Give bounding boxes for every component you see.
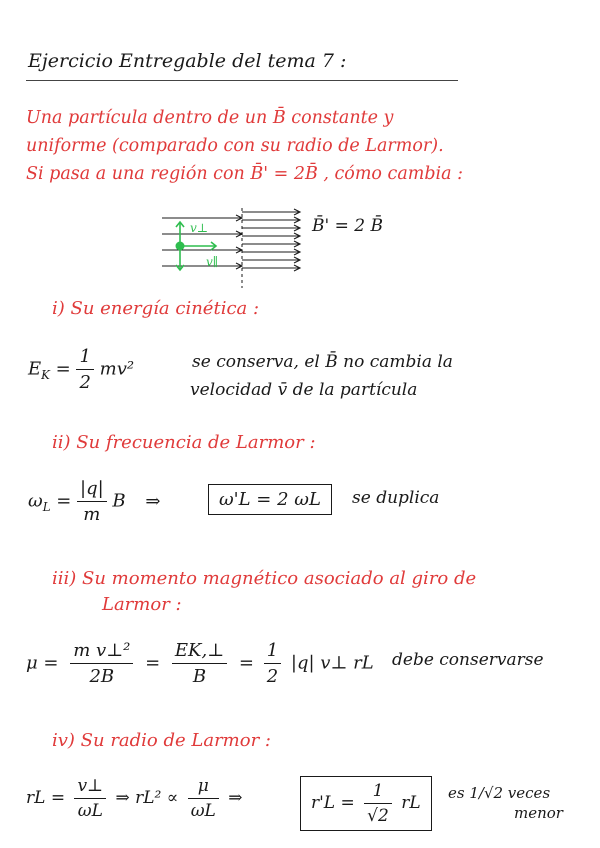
- mu-f1-num: m v⊥²: [70, 640, 133, 664]
- v-par-label: v∥: [206, 255, 219, 269]
- magnetic-moment-formula: [26, 640, 374, 687]
- ek-subscript: K: [41, 368, 50, 383]
- box-lhs: r'L =: [311, 793, 355, 813]
- omega-num: |q|: [77, 478, 107, 502]
- kinetic-energy-formula: [28, 346, 134, 393]
- statement-line-1: Una partícula dentro de un B̄ constante y: [26, 108, 394, 128]
- statement-line-2: uniforme (comparado con su radio de Larmor).: [26, 136, 444, 156]
- section-3-note: debe conservarse: [392, 650, 544, 670]
- rl-f2-den: ωL: [190, 801, 216, 821]
- omega-fraction: [77, 478, 107, 525]
- statement-line-3: Si pasa a una región con B̄' = 2B̄ , cómo cambia :: [26, 164, 464, 184]
- boxed-radius-result: [300, 776, 432, 831]
- mu-fraction-3: [264, 640, 281, 687]
- section-1-heading: i) Su energía cinética :: [52, 298, 260, 319]
- mu-fraction-1: [70, 640, 133, 687]
- mu-equals-2: =: [238, 652, 254, 674]
- rl-fraction-2: [188, 776, 219, 821]
- mu-f1-den: 2B: [89, 666, 115, 687]
- larmor-radius-formula: [26, 776, 243, 821]
- box-den: √2: [367, 806, 389, 826]
- rl-f1-num: v⊥: [74, 776, 106, 799]
- rl-implies-2: ⇒: [228, 788, 243, 808]
- section-1-note-2: velocidad v̄ de la partícula: [190, 380, 418, 400]
- section-2-note: se duplica: [352, 488, 440, 508]
- mu-f3-den: 2: [266, 666, 279, 687]
- title-underline: [26, 80, 458, 81]
- omega-subscript: L: [42, 500, 51, 515]
- implies-arrow: ⇒: [145, 490, 161, 512]
- section-4-note-2: menor: [514, 804, 563, 822]
- rl-f1-den: ωL: [77, 801, 103, 821]
- section-2-heading: ii) Su frecuencia de Larmor :: [52, 432, 316, 453]
- ek-symbol: E: [28, 358, 42, 380]
- ek-rhs: mv²: [99, 358, 135, 380]
- v-perp-label: v⊥: [190, 221, 209, 235]
- field-ratio-label: B̄' = 2 B̄: [312, 216, 383, 236]
- section-4-heading: iv) Su radio de Larmor :: [52, 730, 271, 751]
- section-3-heading-1: iii) Su momento magnético asociado al giro de: [52, 568, 477, 589]
- ek-fraction: [76, 346, 93, 393]
- omega-symbol: ω: [28, 490, 43, 512]
- field-lines-strong: [242, 209, 300, 271]
- mu-fraction-2: [172, 640, 227, 687]
- rl-implies-1: ⇒: [115, 788, 130, 808]
- rl-lhs: rL =: [26, 788, 66, 808]
- omega-rhs: B: [112, 490, 126, 512]
- mu-f2-num: EK,⊥: [172, 640, 227, 664]
- mu-f2-den: B: [192, 666, 207, 687]
- field-diagram: [150, 200, 310, 292]
- box-fraction: [364, 781, 392, 826]
- box-num: 1: [364, 781, 392, 804]
- mu-lhs: μ =: [26, 652, 59, 674]
- section-4-note-1: es 1/√2 veces: [448, 784, 551, 802]
- mu-rhs: |q| v⊥ rL: [290, 652, 374, 674]
- rl-fraction-1: [74, 776, 106, 821]
- ek-equals: =: [55, 358, 71, 380]
- mu-f3-num: 1: [264, 640, 281, 664]
- section-3-heading-2: Larmor :: [102, 594, 182, 615]
- ek-den: 2: [79, 372, 91, 393]
- boxed-frequency-result: ω'L = 2 ωL: [208, 484, 332, 515]
- mu-equals-1: =: [145, 652, 161, 674]
- omega-den: m: [83, 504, 101, 525]
- ek-num: 1: [76, 346, 93, 370]
- larmor-frequency-formula: [28, 478, 160, 525]
- particle-dot: [176, 242, 185, 251]
- rl-f2-num: μ: [188, 776, 219, 799]
- section-1-note-1: se conserva, el B̄ no cambia la: [192, 352, 453, 372]
- omega-equals: =: [56, 490, 72, 512]
- box-rhs: rL: [401, 793, 421, 813]
- rl-mid: rL² ∝: [135, 788, 179, 808]
- page-title: Ejercicio Entregable del tema 7 :: [28, 50, 347, 72]
